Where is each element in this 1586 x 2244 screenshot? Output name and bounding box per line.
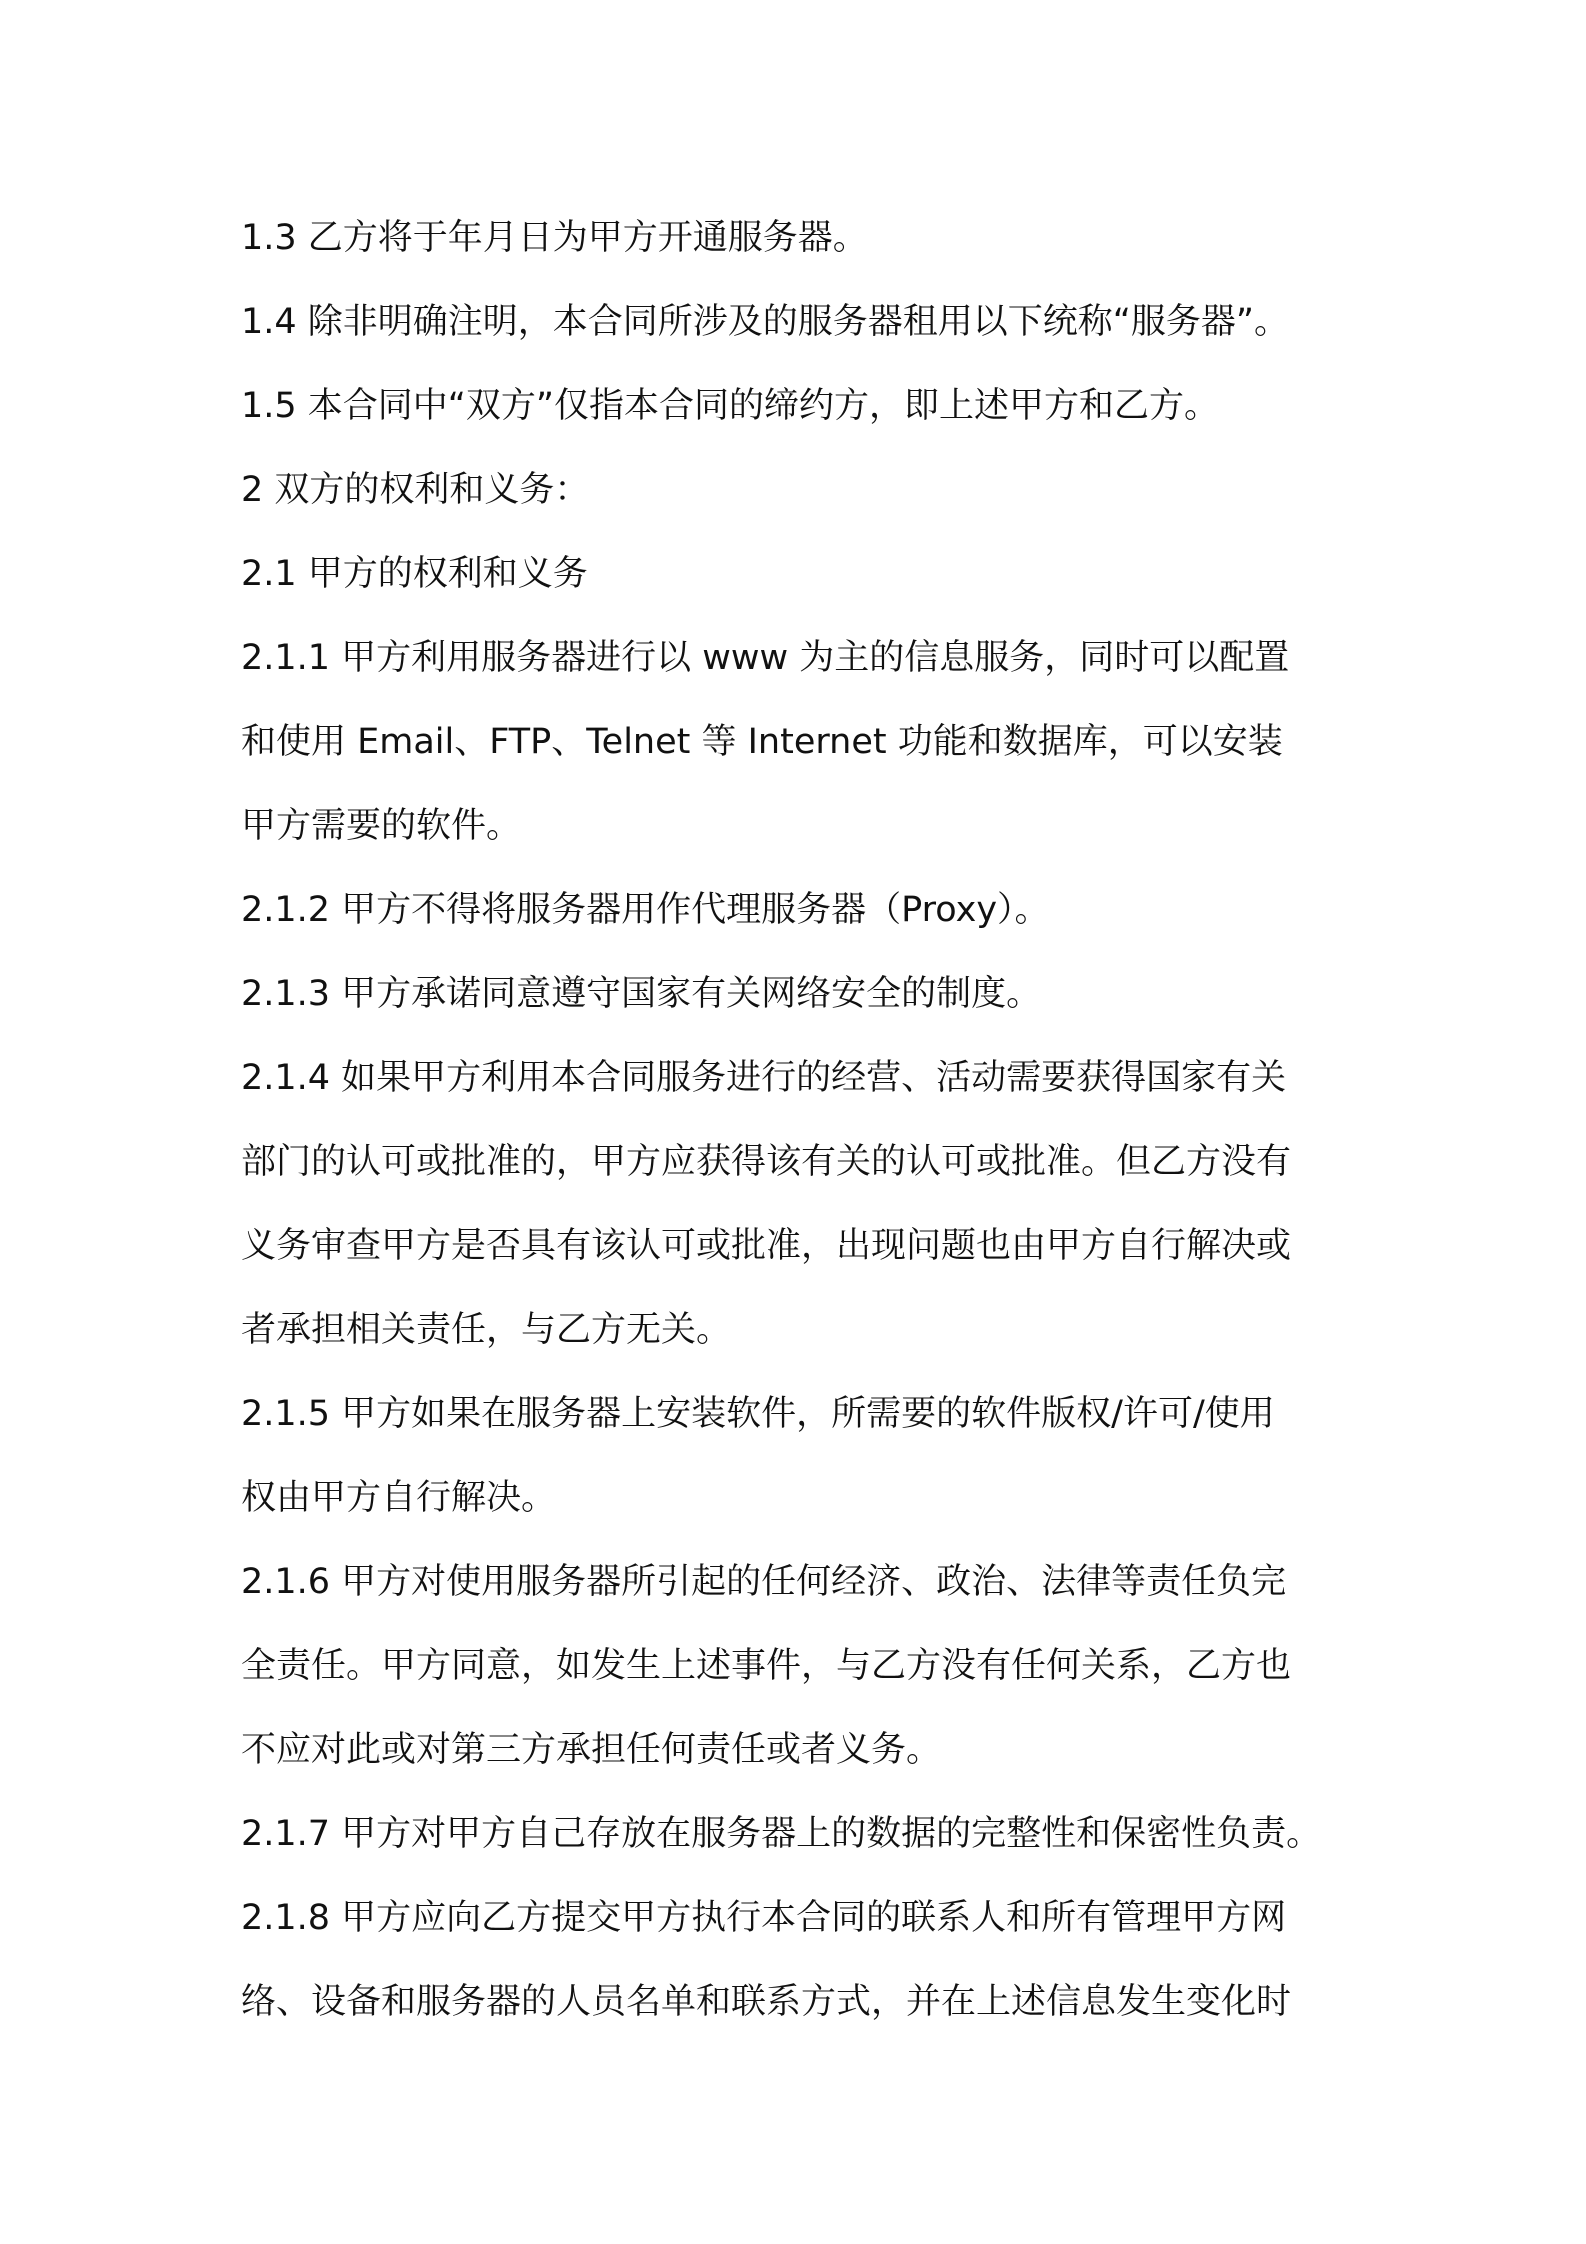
clause-2-1-1-line-2: 和使用 Email、FTP、Telnet 等 Internet 功能和数据库，可以安装: [241, 722, 1283, 762]
clause-2-1-6-line-1: 2.1.6 甲方对使用服务器所引起的任何经济、政治、法律等责任负完: [241, 1562, 1287, 1602]
contract-text: [241, 196, 1381, 2044]
clause-2-1-6-line-3: 不应对此或对第三方承担任何责任或者义务。: [241, 1730, 942, 1770]
section-2-heading: 2 双方的权利和义务：: [241, 470, 590, 510]
clause-2-1-2: 2.1.2 甲方不得将服务器用作代理服务器（Proxy）。: [241, 890, 1050, 930]
clause-1-3: 1.3 乙方将于年月日为甲方开通服务器。: [241, 218, 868, 258]
clause-2-1-1-line-1: 2.1.1 甲方利用服务器进行以 www 为主的信息服务，同时可以配置: [241, 638, 1290, 678]
clause-2-1-4-line-4: 者承担相关责任，与乙方无关。: [241, 1310, 732, 1350]
clause-2-1-8-line-2: 络、设备和服务器的人员名单和联系方式，并在上述信息发生变化时: [241, 1982, 1292, 2022]
clause-2-1-5-line-2: 权由甲方自行解决。: [241, 1478, 557, 1518]
clause-2-1-8-line-1: 2.1.8 甲方应向乙方提交甲方执行本合同的联系人和所有管理甲方网: [241, 1898, 1287, 1938]
clause-2-1-4-line-2: 部门的认可或批准的，甲方应获得该有关的认可或批准。但乙方没有: [241, 1142, 1292, 1182]
clause-2-1-4-line-1: 2.1.4 如果甲方利用本合同服务进行的经营、活动需要获得国家有关: [241, 1058, 1287, 1098]
clause-2-1-1-line-3: 甲方需要的软件。: [241, 806, 522, 846]
clause-1-5: 1.5 本合同中“双方”仅指本合同的缔约方，即上述甲方和乙方。: [241, 386, 1220, 426]
clause-2-1-7: 2.1.7 甲方对甲方自己存放在服务器上的数据的完整性和保密性负责。: [241, 1814, 1322, 1854]
clause-2-1-5-line-1: 2.1.5 甲方如果在服务器上安装软件，所需要的软件版权/许可/使用: [241, 1394, 1275, 1434]
clause-2-1-4-line-3: 义务审查甲方是否具有该认可或批准，出现问题也由甲方自行解决或: [241, 1226, 1292, 1266]
clause-2-1-3: 2.1.3 甲方承诺同意遵守国家有关网络安全的制度。: [241, 974, 1042, 1014]
clause-1-4: 1.4 除非明确注明，本合同所涉及的服务器租用以下统称“服务器”。: [241, 302, 1290, 342]
section-2-1-heading: 2.1 甲方的权利和义务: [241, 554, 588, 594]
clause-2-1-6-line-2: 全责任。甲方同意，如发生上述事件，与乙方没有任何关系，乙方也: [241, 1646, 1292, 1686]
